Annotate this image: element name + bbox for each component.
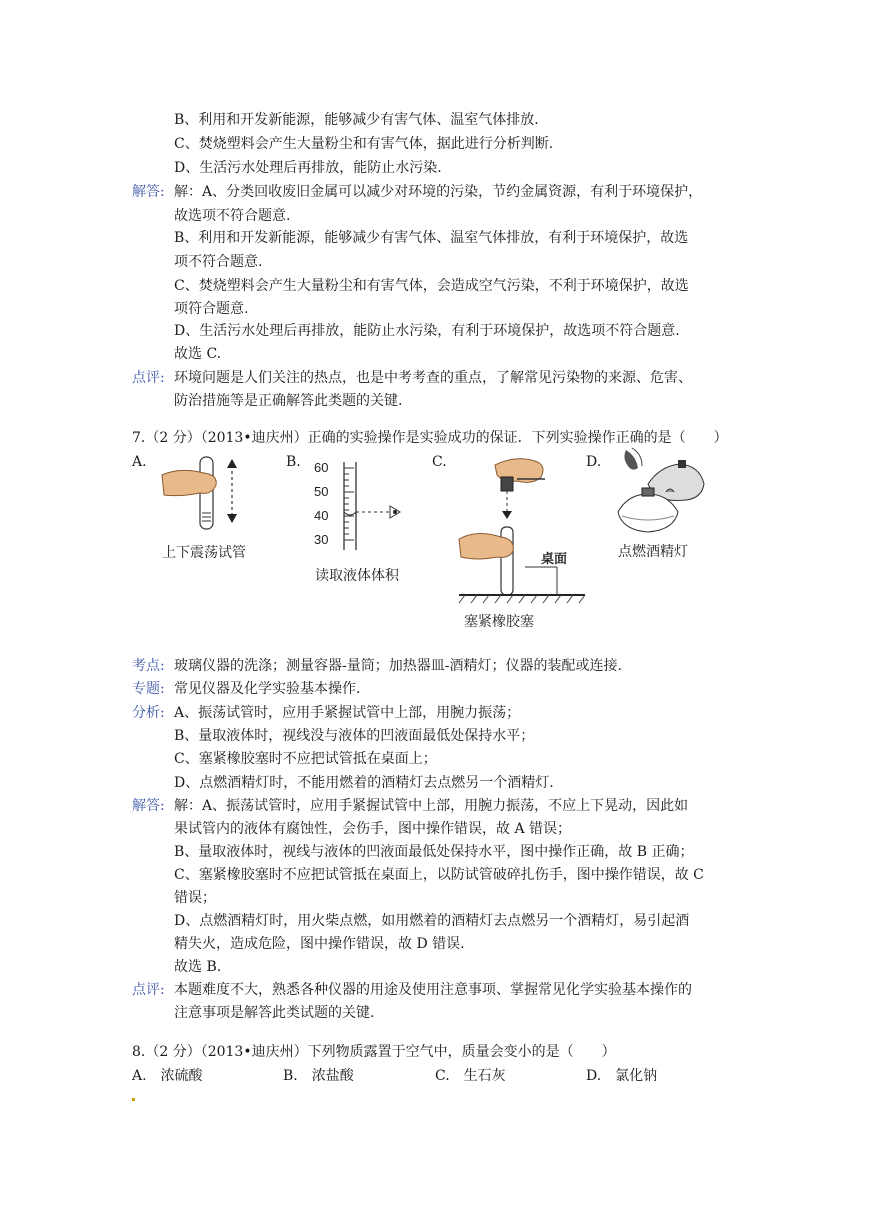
q7-option-a-letter: A. — [132, 454, 147, 470]
q7-fenxi-label: 分析: — [132, 705, 165, 721]
q7-comment-line: 注意事项是解答此类试题的关键. — [174, 1005, 375, 1021]
q7-answer-line: 故选 B. — [174, 959, 222, 975]
q6-option-c-line: C、焚烧塑料会产生大量粉尘和有害气体，据此进行分析判断. — [174, 136, 554, 152]
q7-option-b-letter: B. — [286, 454, 301, 470]
q7-fenxi-line: B、量取液体时，视线没与液体的凹液面最低处保持水平； — [174, 728, 535, 744]
alcohol-lamp-illustration — [608, 446, 713, 538]
q8-option-b: B. 浓盐酸 — [283, 1068, 354, 1084]
desk-label: 桌面 — [541, 551, 568, 566]
q7-option-c-letter: C. — [432, 454, 447, 470]
q7-kaodian-label: 考点: — [132, 658, 165, 674]
q6-option-d-line: D、生活污水处理后再排放，能防止水污染. — [174, 160, 442, 176]
graduated-cylinder-illustration — [310, 460, 405, 552]
q6-comment-line: 防治措施等是正确解答此类题的关键. — [174, 393, 403, 409]
q7-comment-line: 本题难度不大，熟悉各种仪器的用途及使用注意事项、掌握常见化学实验基本操作的 — [174, 982, 692, 998]
q7-fenxi-line: D、点燃酒精灯时，不能用燃着的酒精灯去点燃另一个酒精灯. — [174, 775, 554, 791]
q6-answer-line: D、生活污水处理后再排放，能防止水污染，有利于环境保护，故选项不符合题意. — [174, 323, 680, 339]
q7-zhuanti-label: 专题: — [132, 681, 165, 697]
q7-comment-label: 点评: — [132, 982, 165, 998]
shake-test-tube-illustration — [160, 455, 255, 540]
q7-answer-line: 解：A、振荡试管时，应用手紧握试管中上部，用腕力振荡，不应上下晃动，因此如 — [174, 798, 689, 814]
caption-read-volume: 读取液体体积 — [315, 568, 399, 584]
q7-option-d-letter: D. — [586, 454, 602, 470]
q8-option-c: C. 生石灰 — [435, 1068, 506, 1084]
q7-answer-line: C、塞紧橡胶塞时不应把试管抵在桌面上，以防试管破碎扎伤手，图中操作错误，故 C — [174, 867, 704, 883]
q6-answer-line: 解：A、分类回收废旧金属可以减少对环境的污染，节约金属资源，有利于环境保护， — [174, 184, 703, 200]
caption-insert-stopper: 塞紧橡胶塞 — [464, 614, 534, 630]
q7-answer-line: D、点燃酒精灯时，用火柴点燃，如用燃着的酒精灯去点燃另一个酒精灯，易引起酒 — [174, 913, 690, 929]
q8-stem: 8.（2 分）（2013•迪庆州）下列物质露置于空气中，质量会变小的是（ ） — [132, 1044, 616, 1060]
q6-option-b-line: B、利用和开发新能源，能够减少有害气体、温室气体排放. — [174, 112, 539, 128]
q6-answer-line: C、焚烧塑料会产生大量粉尘和有害气体，会造成空气污染，不利于环境保护，故选 — [174, 278, 689, 294]
q6-answer-label: 解答: — [132, 184, 165, 200]
q7-fenxi-line: C、塞紧橡胶塞时不应把试管抵在桌面上； — [174, 751, 437, 767]
q6-comment-label: 点评: — [132, 370, 165, 386]
q7-answer-line: 果试管内的液体有腐蚀性，会伤手，图中操作错误，故 A 错误； — [174, 821, 572, 837]
tick-label: 40 — [314, 508, 329, 523]
tick-label: 60 — [314, 460, 329, 475]
q6-answer-line: 故选 C. — [174, 346, 222, 362]
caption-light-lamp: 点燃酒精灯 — [618, 544, 688, 560]
q7-answer-line: 精失火，造成危险，图中操作错误，故 D 错误. — [174, 936, 465, 952]
q6-comment-line: 环境问题是人们关注的热点，也是中考考查的重点，了解常见污染物的来源、危害、 — [174, 370, 692, 386]
tick-label: 30 — [314, 532, 329, 547]
q8-option-d: D. 氯化钠 — [586, 1068, 658, 1084]
q7-stem: 7.（2 分）（2013•迪庆州）正确的实验操作是实验成功的保证．下列实验操作正确的是（ ） — [132, 430, 728, 446]
stray-dot — [132, 1098, 135, 1101]
q7-zhuanti-text: 常见仪器及化学实验基本操作. — [174, 681, 361, 697]
q7-fenxi-line: A、振荡试管时，应用手紧握试管中上部，用腕力振荡； — [174, 705, 521, 721]
q6-answer-line: 项符合题意. — [174, 301, 249, 317]
q7-kaodian-text: 玻璃仪器的洗涤；测量容器-量筒；加热器皿-酒精灯；仪器的装配或连接. — [174, 658, 622, 674]
q8-option-a: A. 浓硫酸 — [132, 1068, 203, 1084]
q7-answer-label: 解答: — [132, 798, 165, 814]
insert-stopper-illustration — [455, 455, 590, 605]
q7-answer-line: 错误； — [174, 890, 216, 906]
q6-answer-line: 故选项不符合题意. — [174, 208, 291, 224]
q7-answer-line: B、量取液体时，视线与液体的凹液面最低处保持水平，图中操作正确，故 B 正确； — [174, 844, 694, 860]
q6-answer-line: B、利用和开发新能源，能够减少有害气体、温室气体排放，有利于环境保护，故选 — [174, 230, 689, 246]
tick-label: 50 — [314, 484, 329, 499]
q6-answer-line: 项不符合题意. — [174, 254, 263, 270]
caption-shake-tube: 上下震荡试管 — [162, 545, 246, 561]
